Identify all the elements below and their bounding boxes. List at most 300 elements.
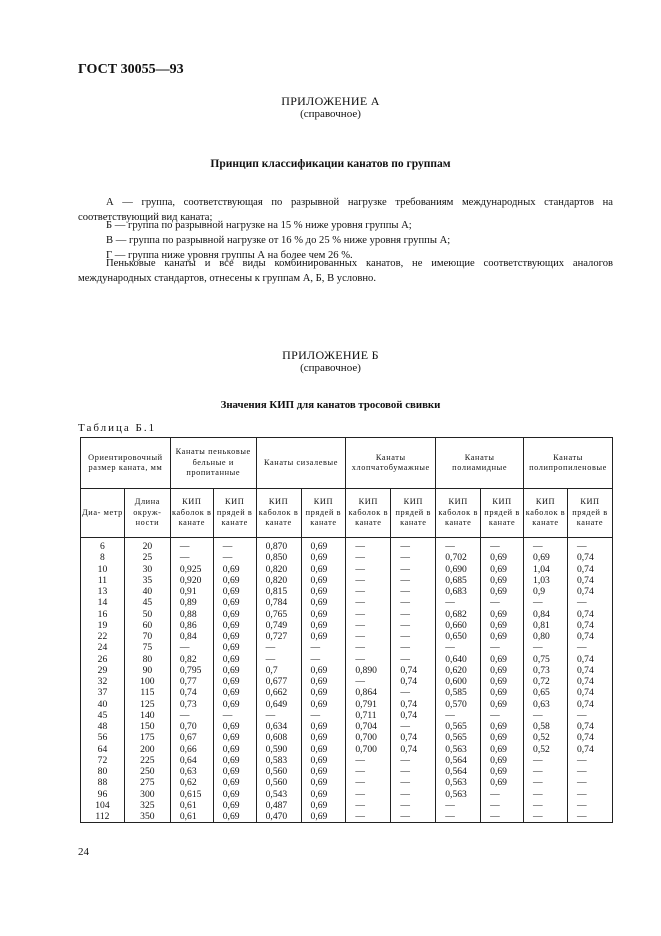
col-cotton-strands: КИП прядей в канате bbox=[391, 489, 436, 538]
table-cell: 0,69 bbox=[213, 755, 256, 766]
col-polypropylene-yarns: КИП каболок в канате bbox=[524, 489, 568, 538]
table-cell: — bbox=[301, 710, 346, 721]
table-cell: 350 bbox=[124, 811, 170, 823]
col-group-cotton: Канаты хлопчатобумажные bbox=[346, 438, 436, 489]
appendix-b-heading: Значения КИП для канатов тросовой свивки bbox=[220, 399, 441, 411]
table-cell: — bbox=[391, 586, 436, 597]
table-cell: 0,749 bbox=[256, 620, 301, 631]
table-row bbox=[81, 732, 613, 743]
table-cell: — bbox=[170, 538, 213, 553]
table-cell: — bbox=[213, 538, 256, 553]
table-cell: — bbox=[524, 642, 568, 653]
table-cell: — bbox=[481, 597, 524, 608]
table-cell: 0,700 bbox=[346, 744, 391, 755]
table-cell: 0,73 bbox=[524, 665, 568, 676]
table-cell: 0,52 bbox=[524, 744, 568, 755]
col-cotton-yarns: КИП каболок в канате bbox=[346, 489, 391, 538]
col-group-polypropylene: Канаты полипропиленовые bbox=[524, 438, 613, 489]
appendix-b-subtitle: (справочное) bbox=[300, 362, 361, 374]
table-cell: 104 bbox=[81, 800, 125, 811]
table-cell: 0,69 bbox=[301, 620, 346, 631]
table-cell: 0,565 bbox=[436, 721, 481, 732]
table-cell: 0,69 bbox=[481, 552, 524, 563]
table-cell: 0,69 bbox=[213, 687, 256, 698]
table-row bbox=[81, 811, 613, 823]
table-cell: 0,69 bbox=[301, 721, 346, 732]
table-cell: 0,649 bbox=[256, 699, 301, 710]
table-cell: 56 bbox=[81, 732, 125, 743]
table-cell: — bbox=[436, 538, 481, 553]
table-cell: 325 bbox=[124, 800, 170, 811]
table-cell: — bbox=[391, 721, 436, 732]
table-cell: 0,63 bbox=[524, 699, 568, 710]
table-cell: — bbox=[256, 710, 301, 721]
col-group-sisal: Канаты сизалевые bbox=[256, 438, 346, 489]
table-cell: 0,563 bbox=[436, 777, 481, 788]
table-label: Таблица Б.1 bbox=[78, 422, 157, 434]
table-cell: 0,69 bbox=[213, 642, 256, 653]
table-row bbox=[81, 721, 613, 732]
table-cell: 0,80 bbox=[524, 631, 568, 642]
table-cell: — bbox=[436, 710, 481, 721]
table-row bbox=[81, 777, 613, 788]
table-cell: — bbox=[567, 642, 612, 653]
table-cell: 0,67 bbox=[170, 732, 213, 743]
table-cell: 0,69 bbox=[213, 654, 256, 665]
table-cell: 0,920 bbox=[170, 575, 213, 586]
table-cell: 0,683 bbox=[436, 586, 481, 597]
document-code: ГОСТ 30055—93 bbox=[78, 62, 184, 77]
table-cell: 0,69 bbox=[481, 766, 524, 777]
table-cell: — bbox=[391, 777, 436, 788]
table-row bbox=[81, 755, 613, 766]
table-row bbox=[81, 597, 613, 608]
table-cell: 0,74 bbox=[391, 710, 436, 721]
table-cell: 0,74 bbox=[567, 631, 612, 642]
table-cell: — bbox=[481, 710, 524, 721]
table-cell: 0,815 bbox=[256, 586, 301, 597]
table-cell: 0,69 bbox=[301, 800, 346, 811]
appendix-a-title: ПРИЛОЖЕНИЕ А bbox=[281, 94, 380, 108]
table-cell: 35 bbox=[124, 575, 170, 586]
table-subheader-row bbox=[81, 489, 613, 538]
table-cell: 0,69 bbox=[301, 755, 346, 766]
table-cell: 45 bbox=[81, 710, 125, 721]
table-cell: 0,69 bbox=[301, 665, 346, 676]
table-cell: 0,69 bbox=[301, 586, 346, 597]
table-cell: 0,685 bbox=[436, 575, 481, 586]
table-cell: 0,58 bbox=[524, 721, 568, 732]
table-cell: 0,69 bbox=[213, 811, 256, 823]
table-cell: 250 bbox=[124, 766, 170, 777]
table-cell: — bbox=[391, 552, 436, 563]
table-cell: — bbox=[346, 789, 391, 800]
table-cell: 0,74 bbox=[170, 687, 213, 698]
table-cell: — bbox=[524, 755, 568, 766]
table-cell: — bbox=[346, 552, 391, 563]
table-cell: 0,660 bbox=[436, 620, 481, 631]
table-cell: — bbox=[346, 777, 391, 788]
table-cell: — bbox=[524, 766, 568, 777]
col-polyamide-yarns: КИП каболок в канате bbox=[436, 489, 481, 538]
table-cell: — bbox=[346, 620, 391, 631]
table-cell: 1,04 bbox=[524, 564, 568, 575]
table-cell: 0,615 bbox=[170, 789, 213, 800]
table-cell: 0,69 bbox=[213, 766, 256, 777]
table-cell: — bbox=[346, 800, 391, 811]
table-cell: — bbox=[524, 538, 568, 553]
col-diameter: Диа- метр bbox=[81, 489, 125, 538]
table-cell: 0,84 bbox=[170, 631, 213, 642]
table-cell: 0,74 bbox=[567, 586, 612, 597]
paragraph-group-a: А — группа, соответствующая по разрывной нагрузке требованиям международных стандартов на соответствующий вид каната; bbox=[78, 197, 613, 223]
table-cell: 0,69 bbox=[213, 620, 256, 631]
table-cell: 0,564 bbox=[436, 766, 481, 777]
table-cell: 45 bbox=[124, 597, 170, 608]
table-cell: — bbox=[346, 609, 391, 620]
table-cell: — bbox=[213, 552, 256, 563]
table-cell: — bbox=[346, 676, 391, 687]
col-polypropylene-strands: КИП прядей в канате bbox=[567, 489, 612, 538]
table-cell: 0,69 bbox=[213, 676, 256, 687]
table-cell: 0,74 bbox=[567, 564, 612, 575]
table-cell: 300 bbox=[124, 789, 170, 800]
table-cell: — bbox=[567, 777, 612, 788]
table-cell: 0,72 bbox=[524, 676, 568, 687]
kip-table bbox=[80, 437, 613, 823]
table-cell: 0,69 bbox=[301, 687, 346, 698]
table-cell: — bbox=[346, 642, 391, 653]
table-cell: 0,925 bbox=[170, 564, 213, 575]
table-cell: 14 bbox=[81, 597, 125, 608]
table-row bbox=[81, 609, 613, 620]
table-cell: 0,69 bbox=[481, 564, 524, 575]
table-cell: 0,66 bbox=[170, 744, 213, 755]
table-row bbox=[81, 654, 613, 665]
table-cell: — bbox=[301, 654, 346, 665]
table-row bbox=[81, 552, 613, 563]
table-row bbox=[81, 665, 613, 676]
table-cell: 0,61 bbox=[170, 800, 213, 811]
table-cell: 26 bbox=[81, 654, 125, 665]
table-cell: — bbox=[391, 631, 436, 642]
table-cell: 0,69 bbox=[213, 665, 256, 676]
table-row bbox=[81, 631, 613, 642]
table-cell: 29 bbox=[81, 665, 125, 676]
table-cell: 0,69 bbox=[213, 631, 256, 642]
table-cell: — bbox=[567, 789, 612, 800]
table-cell: 22 bbox=[81, 631, 125, 642]
table-row bbox=[81, 538, 613, 553]
table-cell: 0,69 bbox=[481, 699, 524, 710]
col-hemp-strands: КИП прядей в канате bbox=[213, 489, 256, 538]
table-cell: — bbox=[256, 642, 301, 653]
table-cell: 0,890 bbox=[346, 665, 391, 676]
table-cell: 125 bbox=[124, 699, 170, 710]
table-cell: — bbox=[346, 538, 391, 553]
table-cell: 0,74 bbox=[567, 732, 612, 743]
table-cell: 0,81 bbox=[524, 620, 568, 631]
table-cell: — bbox=[567, 811, 612, 823]
table-row bbox=[81, 676, 613, 687]
table-cell: — bbox=[346, 654, 391, 665]
table-cell: 0,69 bbox=[301, 766, 346, 777]
table-cell: 0,69 bbox=[524, 552, 568, 563]
table-cell: 140 bbox=[124, 710, 170, 721]
table-cell: — bbox=[481, 642, 524, 653]
table-cell: 0,89 bbox=[170, 597, 213, 608]
table-cell: 0,69 bbox=[213, 609, 256, 620]
table-cell: 0,634 bbox=[256, 721, 301, 732]
table-cell: 0,69 bbox=[301, 811, 346, 823]
table-cell: 0,563 bbox=[436, 789, 481, 800]
table-cell: 0,69 bbox=[481, 732, 524, 743]
table-cell: 0,69 bbox=[301, 564, 346, 575]
table-cell: 20 bbox=[124, 538, 170, 553]
table-cell: 0,600 bbox=[436, 676, 481, 687]
table-cell: 0,64 bbox=[170, 755, 213, 766]
table-cell: 0,74 bbox=[567, 699, 612, 710]
table-cell: 0,74 bbox=[391, 676, 436, 687]
table-cell: 0,682 bbox=[436, 609, 481, 620]
table-cell: 225 bbox=[124, 755, 170, 766]
table-cell: 0,69 bbox=[213, 586, 256, 597]
table-cell: 0,69 bbox=[481, 609, 524, 620]
table-cell: 0,820 bbox=[256, 564, 301, 575]
paragraph-group-b: Б — группа по разрывной нагрузке на 15 % ниже уровня группы А; bbox=[106, 220, 412, 231]
table-cell: 1,03 bbox=[524, 575, 568, 586]
table-cell: 0,69 bbox=[301, 732, 346, 743]
table-cell: — bbox=[524, 710, 568, 721]
table-cell: — bbox=[346, 575, 391, 586]
table-cell: 0,69 bbox=[481, 676, 524, 687]
table-cell: 0,69 bbox=[481, 665, 524, 676]
table-cell: 0,91 bbox=[170, 586, 213, 597]
table-cell: 0,69 bbox=[213, 564, 256, 575]
table-cell: 30 bbox=[124, 564, 170, 575]
table-cell: 0,590 bbox=[256, 744, 301, 755]
table-row bbox=[81, 642, 613, 653]
table-cell: 37 bbox=[81, 687, 125, 698]
col-hemp-yarns: КИП каболок в канате bbox=[170, 489, 213, 538]
table-cell: 0,74 bbox=[567, 620, 612, 631]
table-cell: — bbox=[524, 800, 568, 811]
table-row bbox=[81, 699, 613, 710]
table-cell: 0,77 bbox=[170, 676, 213, 687]
table-body bbox=[81, 538, 613, 823]
table-cell: — bbox=[391, 654, 436, 665]
table-cell: 0,69 bbox=[301, 609, 346, 620]
table-cell: 60 bbox=[124, 620, 170, 631]
table-cell: — bbox=[567, 538, 612, 553]
table-cell: 70 bbox=[124, 631, 170, 642]
table-cell: 0,65 bbox=[524, 687, 568, 698]
table-cell: — bbox=[524, 597, 568, 608]
table-cell: 0,74 bbox=[391, 744, 436, 755]
table-cell: 0,74 bbox=[567, 721, 612, 732]
table-cell: — bbox=[256, 654, 301, 665]
appendix-a-subtitle: (справочное) bbox=[300, 108, 361, 120]
table-cell: 0,86 bbox=[170, 620, 213, 631]
table-cell: — bbox=[391, 564, 436, 575]
table-cell: 0,74 bbox=[391, 699, 436, 710]
table-cell: 275 bbox=[124, 777, 170, 788]
table-cell: 0,690 bbox=[436, 564, 481, 575]
table-row bbox=[81, 575, 613, 586]
table-row bbox=[81, 710, 613, 721]
table-cell: — bbox=[481, 538, 524, 553]
table-cell: — bbox=[524, 811, 568, 823]
table-cell: 0,69 bbox=[301, 575, 346, 586]
table-row bbox=[81, 744, 613, 755]
table-cell: 0,84 bbox=[524, 609, 568, 620]
table-cell: 0,650 bbox=[436, 631, 481, 642]
table-row bbox=[81, 564, 613, 575]
table-cell: 0,864 bbox=[346, 687, 391, 698]
col-group-hemp: Канаты пеньковые бельные и пропитанные bbox=[170, 438, 256, 489]
table-cell: 0,608 bbox=[256, 732, 301, 743]
table-cell: 0,69 bbox=[481, 586, 524, 597]
table-cell: — bbox=[391, 811, 436, 823]
table-cell: 0,70 bbox=[170, 721, 213, 732]
paragraph-group-g: Г — группа ниже уровня группы А на более чем 26 %. bbox=[106, 250, 353, 261]
table-cell: 0,69 bbox=[213, 744, 256, 755]
table-cell: 88 bbox=[81, 777, 125, 788]
table-cell: 0,702 bbox=[436, 552, 481, 563]
table-cell: 48 bbox=[81, 721, 125, 732]
table-cell: — bbox=[436, 811, 481, 823]
table-cell: — bbox=[391, 642, 436, 653]
table-row bbox=[81, 586, 613, 597]
table-cell: 0,640 bbox=[436, 654, 481, 665]
table-cell: 0,74 bbox=[391, 665, 436, 676]
table-cell: 10 bbox=[81, 564, 125, 575]
table-cell: — bbox=[346, 755, 391, 766]
table-cell: 0,470 bbox=[256, 811, 301, 823]
table-cell: — bbox=[346, 564, 391, 575]
appendix-a-heading: Принцип классификации канатов по группам bbox=[210, 158, 451, 170]
table-cell: 0,69 bbox=[481, 777, 524, 788]
table-cell: 0,69 bbox=[301, 789, 346, 800]
table-cell: — bbox=[170, 552, 213, 563]
table-cell: 13 bbox=[81, 586, 125, 597]
paragraph-hemp-note: Пеньковые канаты и все виды комбинированных канатов, не имеющие соответствующих аналогов международных стандартов, отнесены к группам А, Б, В условно. bbox=[78, 258, 613, 284]
table-cell: 200 bbox=[124, 744, 170, 755]
table-cell: 0,69 bbox=[213, 800, 256, 811]
table-cell: — bbox=[391, 620, 436, 631]
table-row bbox=[81, 687, 613, 698]
table-cell: 0,69 bbox=[481, 575, 524, 586]
table-cell: 0,74 bbox=[567, 665, 612, 676]
table-cell: 0,69 bbox=[301, 631, 346, 642]
table-cell: — bbox=[567, 710, 612, 721]
table-row bbox=[81, 800, 613, 811]
table-cell: 19 bbox=[81, 620, 125, 631]
table-cell: — bbox=[391, 755, 436, 766]
table-cell: 115 bbox=[124, 687, 170, 698]
table-cell: — bbox=[346, 811, 391, 823]
table-cell: 0,870 bbox=[256, 538, 301, 553]
table-cell: 0,69 bbox=[481, 755, 524, 766]
table-cell: — bbox=[213, 710, 256, 721]
table-row bbox=[81, 620, 613, 631]
table-cell: — bbox=[391, 789, 436, 800]
col-group-size: Ориентировочный размер каната, мм bbox=[81, 438, 171, 489]
table-cell: — bbox=[567, 800, 612, 811]
table-cell: 0,63 bbox=[170, 766, 213, 777]
table-cell: 0,69 bbox=[213, 575, 256, 586]
table-cell: 0,69 bbox=[301, 676, 346, 687]
table-row bbox=[81, 766, 613, 777]
table-cell: 40 bbox=[81, 699, 125, 710]
table-cell: — bbox=[346, 586, 391, 597]
table-cell: 0,62 bbox=[170, 777, 213, 788]
col-polyamide-strands: КИП прядей в канате bbox=[481, 489, 524, 538]
table-cell: 0,583 bbox=[256, 755, 301, 766]
table-row bbox=[81, 789, 613, 800]
table-cell: 0,560 bbox=[256, 777, 301, 788]
table-cell: 0,69 bbox=[481, 620, 524, 631]
table-cell: 40 bbox=[124, 586, 170, 597]
table-cell: 0,69 bbox=[301, 777, 346, 788]
table-cell: 0,75 bbox=[524, 654, 568, 665]
table-cell: 6 bbox=[81, 538, 125, 553]
table-cell: — bbox=[436, 597, 481, 608]
table-cell: 0,69 bbox=[213, 597, 256, 608]
table-cell: 0,69 bbox=[481, 654, 524, 665]
table-cell: — bbox=[481, 811, 524, 823]
table-cell: — bbox=[391, 575, 436, 586]
col-sisal-strands: КИП прядей в канате bbox=[301, 489, 346, 538]
table-cell: 0,565 bbox=[436, 732, 481, 743]
table-cell: 0,74 bbox=[391, 732, 436, 743]
table-cell: 0,850 bbox=[256, 552, 301, 563]
table-cell: — bbox=[391, 609, 436, 620]
table-cell: — bbox=[391, 766, 436, 777]
table-cell: 0,61 bbox=[170, 811, 213, 823]
table-cell: 112 bbox=[81, 811, 125, 823]
table-cell: 0,585 bbox=[436, 687, 481, 698]
table-cell: 0,711 bbox=[346, 710, 391, 721]
table-cell: 0,784 bbox=[256, 597, 301, 608]
table-cell: 0,69 bbox=[213, 789, 256, 800]
table-cell: 50 bbox=[124, 609, 170, 620]
table-cell: 11 bbox=[81, 575, 125, 586]
table-cell: 64 bbox=[81, 744, 125, 755]
table-cell: 0,795 bbox=[170, 665, 213, 676]
table-cell: 0,563 bbox=[436, 744, 481, 755]
table-cell: 0,570 bbox=[436, 699, 481, 710]
table-cell: — bbox=[170, 642, 213, 653]
table-cell: — bbox=[391, 687, 436, 698]
table-cell: 72 bbox=[81, 755, 125, 766]
table-cell: — bbox=[567, 755, 612, 766]
table-cell: 0,791 bbox=[346, 699, 391, 710]
table-cell: 96 bbox=[81, 789, 125, 800]
table-cell: 0,69 bbox=[213, 699, 256, 710]
table-cell: 175 bbox=[124, 732, 170, 743]
table-cell: — bbox=[346, 766, 391, 777]
table-cell: 0,74 bbox=[567, 552, 612, 563]
table-cell: 0,69 bbox=[301, 699, 346, 710]
table-cell: 0,69 bbox=[301, 744, 346, 755]
table-cell: 0,74 bbox=[567, 687, 612, 698]
table-cell: 0,82 bbox=[170, 654, 213, 665]
table-cell: — bbox=[567, 597, 612, 608]
table-cell: 150 bbox=[124, 721, 170, 732]
table-cell: 0,69 bbox=[301, 597, 346, 608]
table-cell: 0,727 bbox=[256, 631, 301, 642]
